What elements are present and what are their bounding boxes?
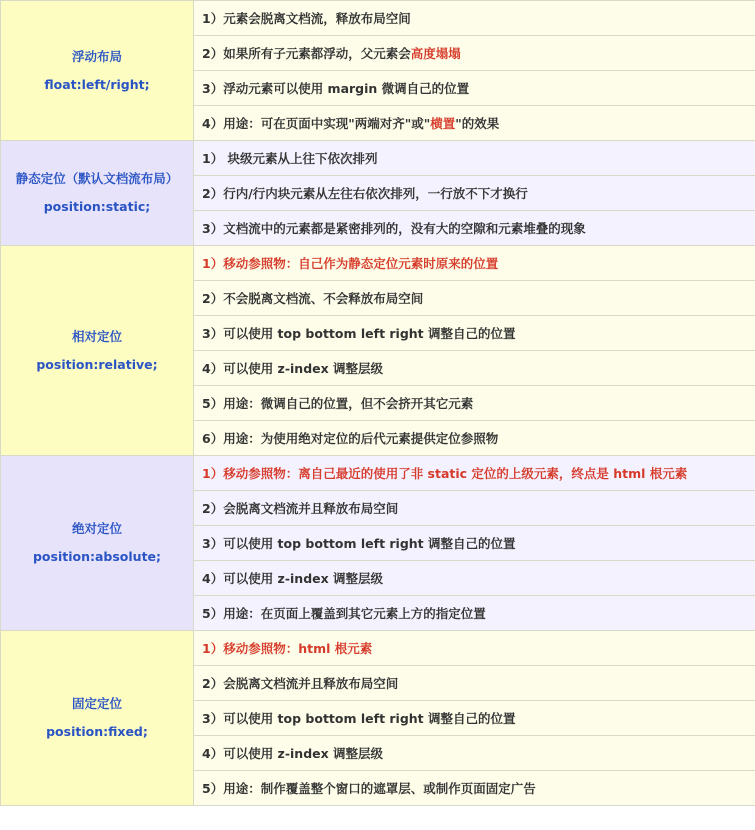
group-title: 绝对定位 bbox=[71, 521, 122, 536]
item-text: 4）可以使用 z-index 调整层级 bbox=[194, 351, 755, 386]
item-text: 3）可以使用 top bottom left right 调整自己的位置 bbox=[194, 526, 755, 561]
group-title: 固定定位 bbox=[71, 696, 122, 711]
item-text: 1） 块级元素从上往下依次排列 bbox=[194, 141, 755, 176]
item-text: 3）可以使用 top bottom left right 调整自己的位置 bbox=[194, 701, 755, 736]
item-text: 3）浮动元素可以使用 margin 微调自己的位置 bbox=[194, 71, 755, 106]
item-text-pre: 2）如果所有子元素都浮动，父元素会 bbox=[202, 46, 411, 61]
table-row bbox=[1, 1, 755, 36]
item-text: 3）文档流中的元素都是紧密排列的，没有大的空隙和元素堆叠的现象 bbox=[194, 211, 755, 246]
group-label-static bbox=[1, 141, 194, 246]
item-highlight: 高度塌塌 bbox=[410, 46, 461, 61]
group-label-relative bbox=[1, 246, 194, 456]
item-text: 5）用途：微调自己的位置，但不会挤开其它元素 bbox=[194, 386, 755, 421]
group-title: 相对定位 bbox=[71, 328, 122, 344]
item-text bbox=[194, 36, 755, 71]
item-text-pre: 4）用途：可在页面中实现"两端对齐"或" bbox=[202, 116, 431, 131]
group-label-float bbox=[1, 1, 194, 141]
group-label-absolute bbox=[1, 456, 194, 631]
group-code: position:relative; bbox=[36, 356, 158, 372]
table-row bbox=[1, 246, 755, 281]
item-text: 2）会脱离文档流并且释放布局空间 bbox=[194, 666, 755, 701]
group-title: 静态定位（默认文档流布局） bbox=[15, 171, 179, 186]
group-title: 浮动布局 bbox=[71, 48, 122, 64]
group-code: position:absolute; bbox=[32, 549, 162, 564]
item-highlight: 横置 bbox=[430, 116, 456, 131]
group-code: position:static; bbox=[43, 199, 151, 214]
group-code: position:fixed; bbox=[46, 724, 148, 739]
table-row bbox=[1, 456, 755, 491]
item-text: 5）用途：在页面上覆盖到其它元素上方的指定位置 bbox=[194, 596, 755, 631]
group-label-fixed bbox=[1, 631, 194, 806]
item-text: 2）不会脱离文档流、不会释放布局空间 bbox=[194, 281, 755, 316]
item-text: 4）可以使用 z-index 调整层级 bbox=[194, 736, 755, 771]
item-text: 2）行内/行内块元素从左往右依次排列，一行放不下才换行 bbox=[194, 176, 755, 211]
item-text: 1）移动参照物：html 根元素 bbox=[194, 631, 755, 666]
item-text: 5）用途：制作覆盖整个窗口的遮罩层、或制作页面固定广告 bbox=[194, 771, 755, 806]
table-row bbox=[1, 141, 755, 176]
item-text: 1）移动参照物：离自己最近的使用了非 static 定位的上级元素，终点是 html 根元素 bbox=[194, 456, 755, 491]
item-text: 4）可以使用 z-index 调整层级 bbox=[194, 561, 755, 596]
table-row bbox=[1, 631, 755, 666]
item-text: 3）可以使用 top bottom left right 调整自己的位置 bbox=[194, 316, 755, 351]
item-text: 1）元素会脱离文档流，释放布局空间 bbox=[194, 1, 755, 36]
item-text: 1）移动参照物：自己作为静态定位元素时原来的位置 bbox=[194, 246, 755, 281]
item-text: 6）用途：为使用绝对定位的后代元素提供定位参照物 bbox=[194, 421, 755, 456]
item-text-post: "的效果 bbox=[455, 116, 500, 131]
item-text: 2）会脱离文档流并且释放布局空间 bbox=[194, 491, 755, 526]
group-code: float:left/right; bbox=[44, 76, 150, 92]
item-text bbox=[194, 106, 755, 141]
